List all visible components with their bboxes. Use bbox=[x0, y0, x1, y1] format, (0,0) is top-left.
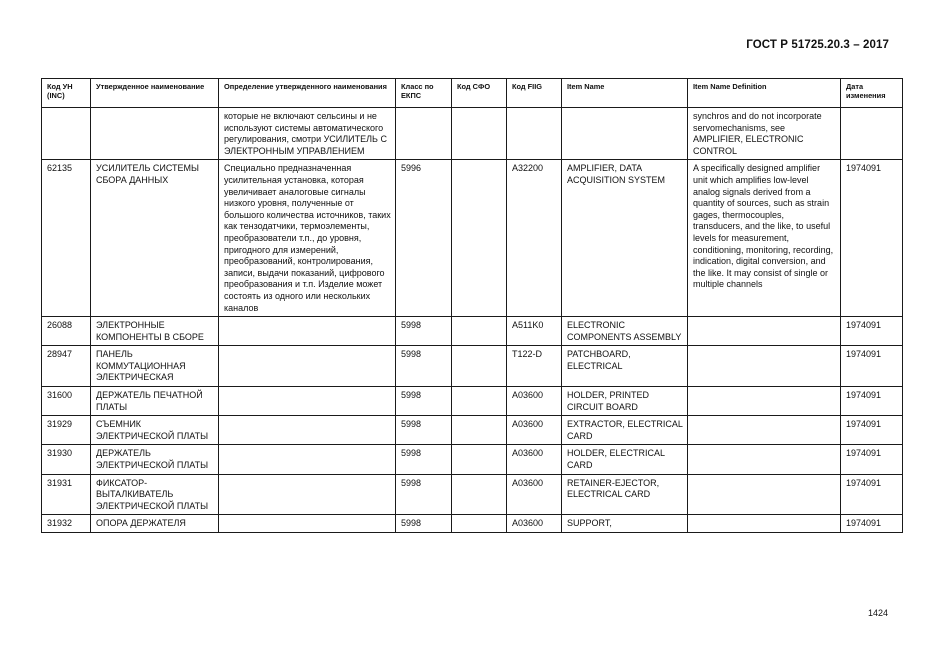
page-number: 1424 bbox=[867, 608, 888, 618]
cell-approved-name: УСИЛИТЕЛЬ СИСТЕМЫ СБОРА ДАННЫХ bbox=[91, 160, 219, 317]
document-title: ГОСТ Р 51725.20.3 – 2017 bbox=[746, 39, 889, 51]
cell-approved-name: ПАНЕЛЬ КОММУТАЦИОННАЯ ЭЛЕКТРИЧЕСКАЯ bbox=[91, 346, 219, 387]
table-row bbox=[42, 346, 903, 387]
cell-item-name-definition: A specifically designed amplifier unit which amplifies low-level analog signals derived from a quantity of sources, such as strain gages, thermocouples, transducers, and the like, to useful levels for measurement, conditioning, monitoring, recording, indication, digital conversion, and the like. It may consist of single or multiple channels bbox=[688, 160, 841, 317]
column-header-class: Класс по ЕКПС bbox=[396, 79, 452, 108]
cell-change-date: 1974091 bbox=[841, 474, 903, 515]
table-row bbox=[42, 387, 903, 416]
cell-name-definition bbox=[219, 474, 396, 515]
cell-fiig-code bbox=[507, 108, 562, 160]
cell-sfo-code bbox=[452, 515, 507, 533]
cell-item-name-definition bbox=[688, 416, 841, 445]
cell-sfo-code bbox=[452, 416, 507, 445]
table-row bbox=[42, 317, 903, 346]
cell-name-definition bbox=[219, 317, 396, 346]
cell-item-name: AMPLIFIER, DATA ACQUISITION SYSTEM bbox=[562, 160, 688, 317]
cell-name-definition bbox=[219, 416, 396, 445]
cell-sfo-code bbox=[452, 474, 507, 515]
cell-approved-name: ОПОРА ДЕРЖАТЕЛЯ bbox=[91, 515, 219, 533]
cell-fiig-code: T122-D bbox=[507, 346, 562, 387]
cell-item-name-definition bbox=[688, 317, 841, 346]
column-header-change-date: Дата изменения bbox=[841, 79, 903, 108]
cell-item-name: SUPPORT, bbox=[562, 515, 688, 533]
column-header-approved-name: Утвержденное наименование bbox=[91, 79, 219, 108]
cell-item-name: HOLDER, PRINTED CIRCUIT BOARD bbox=[562, 387, 688, 416]
cell-approved-name: ДЕРЖАТЕЛЬ ЭЛЕКТРИЧЕСКОЙ ПЛАТЫ bbox=[91, 445, 219, 474]
cell-class: 5998 bbox=[396, 474, 452, 515]
cell-change-date: 1974091 bbox=[841, 160, 903, 317]
cell-change-date: 1974091 bbox=[841, 317, 903, 346]
cell-item-name: ELECTRONIC COMPONENTS ASSEMBLY bbox=[562, 317, 688, 346]
cell-name-definition: которые не включают сельсины и не используют системы автоматического регулирования, смотри УСИЛИТЕЛЬ С ЭЛЕКТРОННЫМ УПРАВЛЕНИЕМ bbox=[219, 108, 396, 160]
cell-sfo-code bbox=[452, 445, 507, 474]
cell-class: 5998 bbox=[396, 346, 452, 387]
cell-fiig-code: A03600 bbox=[507, 515, 562, 533]
cell-item-name bbox=[562, 108, 688, 160]
cell-approved-name: ФИКСАТОР-ВЫТАЛКИВАТЕЛЬ ЭЛЕКТРИЧЕСКОЙ ПЛАТЫ bbox=[91, 474, 219, 515]
cell-class: 5998 bbox=[396, 387, 452, 416]
cell-change-date: 1974091 bbox=[841, 445, 903, 474]
cell-inc: 26088 bbox=[42, 317, 91, 346]
cell-item-name-definition bbox=[688, 346, 841, 387]
cell-item-name-definition bbox=[688, 474, 841, 515]
cell-inc: 28947 bbox=[42, 346, 91, 387]
table-row bbox=[42, 515, 903, 533]
cell-item-name-definition bbox=[688, 387, 841, 416]
column-header-sfo-code: Код СФО bbox=[452, 79, 507, 108]
table-header-row bbox=[42, 79, 903, 108]
table-row bbox=[42, 108, 903, 160]
cell-approved-name bbox=[91, 108, 219, 160]
cell-name-definition: Специально предназначенная усилительная установка, которая увеличивает аналоговые сигналы низкого уровня, полученные от большого количества источников, таких как тензодатчики, термоэлементы, преобразователи т.п., до уровня, пригодного для измерений, преобразований, контролирования, записи, выдачи показаний, цифрового преобразования и т.п. Изделие может состоять из одного или нескольких каналов bbox=[219, 160, 396, 317]
table-row bbox=[42, 416, 903, 445]
column-header-item-name-definition: Item Name Definition bbox=[688, 79, 841, 108]
column-header-inc: Код УН (INC) bbox=[42, 79, 91, 108]
cell-sfo-code bbox=[452, 387, 507, 416]
cell-inc: 31930 bbox=[42, 445, 91, 474]
cell-fiig-code: A03600 bbox=[507, 387, 562, 416]
cell-inc: 31932 bbox=[42, 515, 91, 533]
cell-change-date bbox=[841, 108, 903, 160]
cell-fiig-code: A03600 bbox=[507, 474, 562, 515]
table-row bbox=[42, 445, 903, 474]
cell-change-date: 1974091 bbox=[841, 387, 903, 416]
catalog-table bbox=[41, 78, 903, 533]
cell-class: 5998 bbox=[396, 416, 452, 445]
cell-class: 5996 bbox=[396, 160, 452, 317]
cell-name-definition bbox=[219, 445, 396, 474]
column-header-name-definition: Определение утвержденного наименования bbox=[219, 79, 396, 108]
cell-fiig-code: A03600 bbox=[507, 445, 562, 474]
cell-inc: 31600 bbox=[42, 387, 91, 416]
cell-class: 5998 bbox=[396, 515, 452, 533]
column-header-item-name: Item Name bbox=[562, 79, 688, 108]
cell-item-name: HOLDER, ELECTRICAL CARD bbox=[562, 445, 688, 474]
cell-inc: 31931 bbox=[42, 474, 91, 515]
cell-item-name: EXTRACTOR, ELECTRICAL CARD bbox=[562, 416, 688, 445]
cell-approved-name: ЭЛЕКТРОННЫЕ КОМПОНЕНТЫ В СБОРЕ bbox=[91, 317, 219, 346]
cell-fiig-code: A03600 bbox=[507, 416, 562, 445]
cell-item-name-definition bbox=[688, 445, 841, 474]
cell-inc: 62135 bbox=[42, 160, 91, 317]
cell-sfo-code bbox=[452, 346, 507, 387]
cell-approved-name: СЪЕМНИК ЭЛЕКТРИЧЕСКОЙ ПЛАТЫ bbox=[91, 416, 219, 445]
cell-change-date: 1974091 bbox=[841, 515, 903, 533]
cell-item-name-definition: synchros and do not incorporate servomechanisms, see AMPLIFIER, ELECTRONIC CONTROL bbox=[688, 108, 841, 160]
cell-name-definition bbox=[219, 387, 396, 416]
cell-class: 5998 bbox=[396, 317, 452, 346]
cell-name-definition bbox=[219, 346, 396, 387]
cell-fiig-code: A32200 bbox=[507, 160, 562, 317]
cell-change-date: 1974091 bbox=[841, 346, 903, 387]
column-header-fiig-code: Код FIIG bbox=[507, 79, 562, 108]
table-row bbox=[42, 474, 903, 515]
cell-inc bbox=[42, 108, 91, 160]
cell-sfo-code bbox=[452, 317, 507, 346]
cell-sfo-code bbox=[452, 108, 507, 160]
cell-item-name: PATCHBOARD, ELECTRICAL bbox=[562, 346, 688, 387]
cell-name-definition bbox=[219, 515, 396, 533]
cell-change-date: 1974091 bbox=[841, 416, 903, 445]
cell-sfo-code bbox=[452, 160, 507, 317]
cell-fiig-code: A511K0 bbox=[507, 317, 562, 346]
cell-class bbox=[396, 108, 452, 160]
cell-class: 5998 bbox=[396, 445, 452, 474]
table-row bbox=[42, 160, 903, 317]
cell-item-name: RETAINER-EJECTOR, ELECTRICAL CARD bbox=[562, 474, 688, 515]
cell-item-name-definition bbox=[688, 515, 841, 533]
cell-inc: 31929 bbox=[42, 416, 91, 445]
cell-approved-name: ДЕРЖАТЕЛЬ ПЕЧАТНОЙ ПЛАТЫ bbox=[91, 387, 219, 416]
